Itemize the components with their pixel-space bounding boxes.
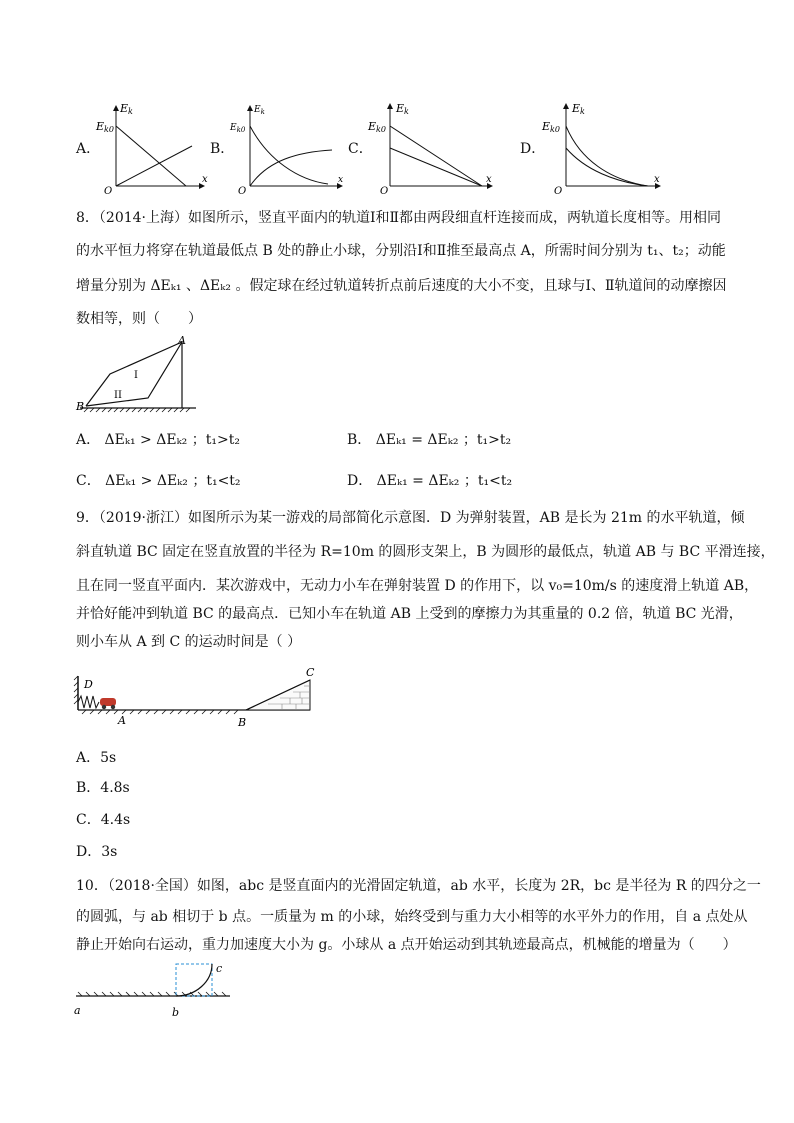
svg-text:Ek0: Ek0 xyxy=(542,120,560,134)
q7-graph-d xyxy=(540,100,664,196)
q7-graph-c xyxy=(366,100,496,196)
point-b-label: B xyxy=(76,400,85,413)
q7-option-c-label[interactable]: C． xyxy=(348,141,373,157)
spring xyxy=(78,696,99,708)
point-b-label: B xyxy=(238,716,247,729)
point-d-label: D xyxy=(84,678,93,691)
svg-text:Ek: Ek xyxy=(396,102,409,116)
svg-text:Ek0: $E_{k0}$ xyxy=(230,123,246,134)
q7-option-d-label[interactable]: D． xyxy=(520,141,546,157)
q8-line-1: 8．（2014·上海）如图所示，竖直平面内的轨道Ⅰ和Ⅱ都由两段细直杆连接而成，两轨道长度相等。用相同 xyxy=(76,210,722,226)
q8-option-c[interactable]: C． ΔEₖ₁ > ΔEₖ₂ ；t₁<t₂ xyxy=(76,473,241,489)
y-axis-label: Ek xyxy=(120,102,133,116)
svg-text:O: O xyxy=(380,186,389,196)
track-i-label: I xyxy=(134,370,138,381)
svg-text:O: O xyxy=(238,186,247,196)
svg-text:x: x xyxy=(338,175,344,185)
q8-line-3: 增量分别为 ΔEₖ₁ 、ΔEₖ₂ 。假定球在经过轨道转折点前后速度的大小不变，且球与Ⅰ、Ⅱ轨道间的动摩擦因 xyxy=(76,278,727,294)
q9-option-a[interactable]: A．5s xyxy=(76,750,117,766)
svg-text:Ek0: Ek0 xyxy=(368,120,386,134)
svg-text:Ek: Ek xyxy=(572,102,585,116)
svg-text:x: x xyxy=(654,174,660,185)
q8-track-figure xyxy=(72,334,202,414)
svg-text:x: x xyxy=(486,174,492,185)
q8-line-4: 数相等，则（ ） xyxy=(76,311,202,327)
q8-option-b[interactable]: B． ΔEₖ₁ = ΔEₖ₂ ；t₁>t₂ xyxy=(347,432,512,448)
q8-option-d[interactable]: D． ΔEₖ₁ = ΔEₖ₂ ；t₁<t₂ xyxy=(347,473,513,489)
svg-text:Ek: $E_k$ xyxy=(254,105,265,116)
q9-line-5: 则小车从 A 到 C 的运动时间是（ ） xyxy=(76,634,302,650)
q7-graph-a xyxy=(94,100,210,196)
origin-label: O xyxy=(104,186,113,196)
q10-track-figure xyxy=(70,958,240,1020)
q8-option-a[interactable]: A． ΔEₖ₁ > ΔEₖ₂ ；t₁>t₂ xyxy=(76,432,240,448)
track-ii-label: II xyxy=(114,390,122,401)
q10-line-3: 静止开始向右运动，重力加速度大小为 g。小球从 a 点开始运动到其轨迹最高点，机械能的增量为（ ） xyxy=(76,937,737,953)
q9-option-b[interactable]: B．4.8s xyxy=(76,780,130,796)
point-c-label: c xyxy=(216,962,223,975)
q9-game-figure xyxy=(72,664,332,734)
car xyxy=(100,698,116,706)
arc-bc xyxy=(176,964,212,996)
graph-line-increasing xyxy=(116,146,192,186)
point-b-label: b xyxy=(172,1006,180,1019)
x-axis-label: x xyxy=(202,174,208,185)
point-a-label: a xyxy=(74,1004,81,1017)
q9-option-c[interactable]: C．4.4s xyxy=(76,812,131,828)
q9-option-d[interactable]: D．3s xyxy=(76,844,118,860)
q8-line-2: 的水平恒力将穿在轨道最低点 B 处的静止小球，分别沿Ⅰ和Ⅱ推至最高点 A，所需时间分别为 t₁、t₂；动能 xyxy=(76,243,726,259)
svg-text:O: O xyxy=(554,186,563,196)
point-c-label: C xyxy=(306,666,315,679)
q10-line-1: 10．（2018·全国）如图，abc 是竖直面内的光滑固定轨道，ab 水平，长度为 2R，bc 是半径为 R 的四分之一 xyxy=(76,878,761,894)
q7-option-a-label[interactable]: A． xyxy=(76,141,101,157)
point-a-label: A xyxy=(178,334,186,347)
graph-curve-increasing xyxy=(250,150,332,186)
q7-graph-b xyxy=(228,100,348,196)
q9-line-3: 且在同一竖直平面内．某次游戏中，无动力小车在弹射装置 D 的作用下，以 v₀=10m/s 的速度滑上轨道 AB， xyxy=(76,578,759,594)
graph-line-decreasing xyxy=(116,126,186,186)
q7-option-b-label[interactable]: B． xyxy=(210,141,235,157)
q9-line-4: 并恰好能冲到轨道 BC 的最高点．已知小车在轨道 AB 上受到的摩擦力为其重量的 0.2 倍，轨道 BC 光滑， xyxy=(76,606,743,622)
q9-line-1: 9．（2019·浙江）如图所示为某一游戏的局部简化示意图．D 为弹射装置，AB 是长为 21m 的水平轨道，倾 xyxy=(76,510,745,526)
q10-line-2: 的圆弧，与 ab 相切于 b 点。一质量为 m 的小球，始终受到与重力大小相等的水平外力的作用，自 a 点处从 xyxy=(76,909,748,925)
q9-line-2: 斜直轨道 BC 固定在竖直放置的半径为 R=10m 的圆形支架上，B 为圆形的最低点，轨道 AB 与 BC 平滑连接， xyxy=(76,544,775,560)
y0-label: Ek0 xyxy=(96,120,114,134)
point-a-label: A xyxy=(118,714,126,727)
graph-curve-decreasing xyxy=(250,126,328,184)
